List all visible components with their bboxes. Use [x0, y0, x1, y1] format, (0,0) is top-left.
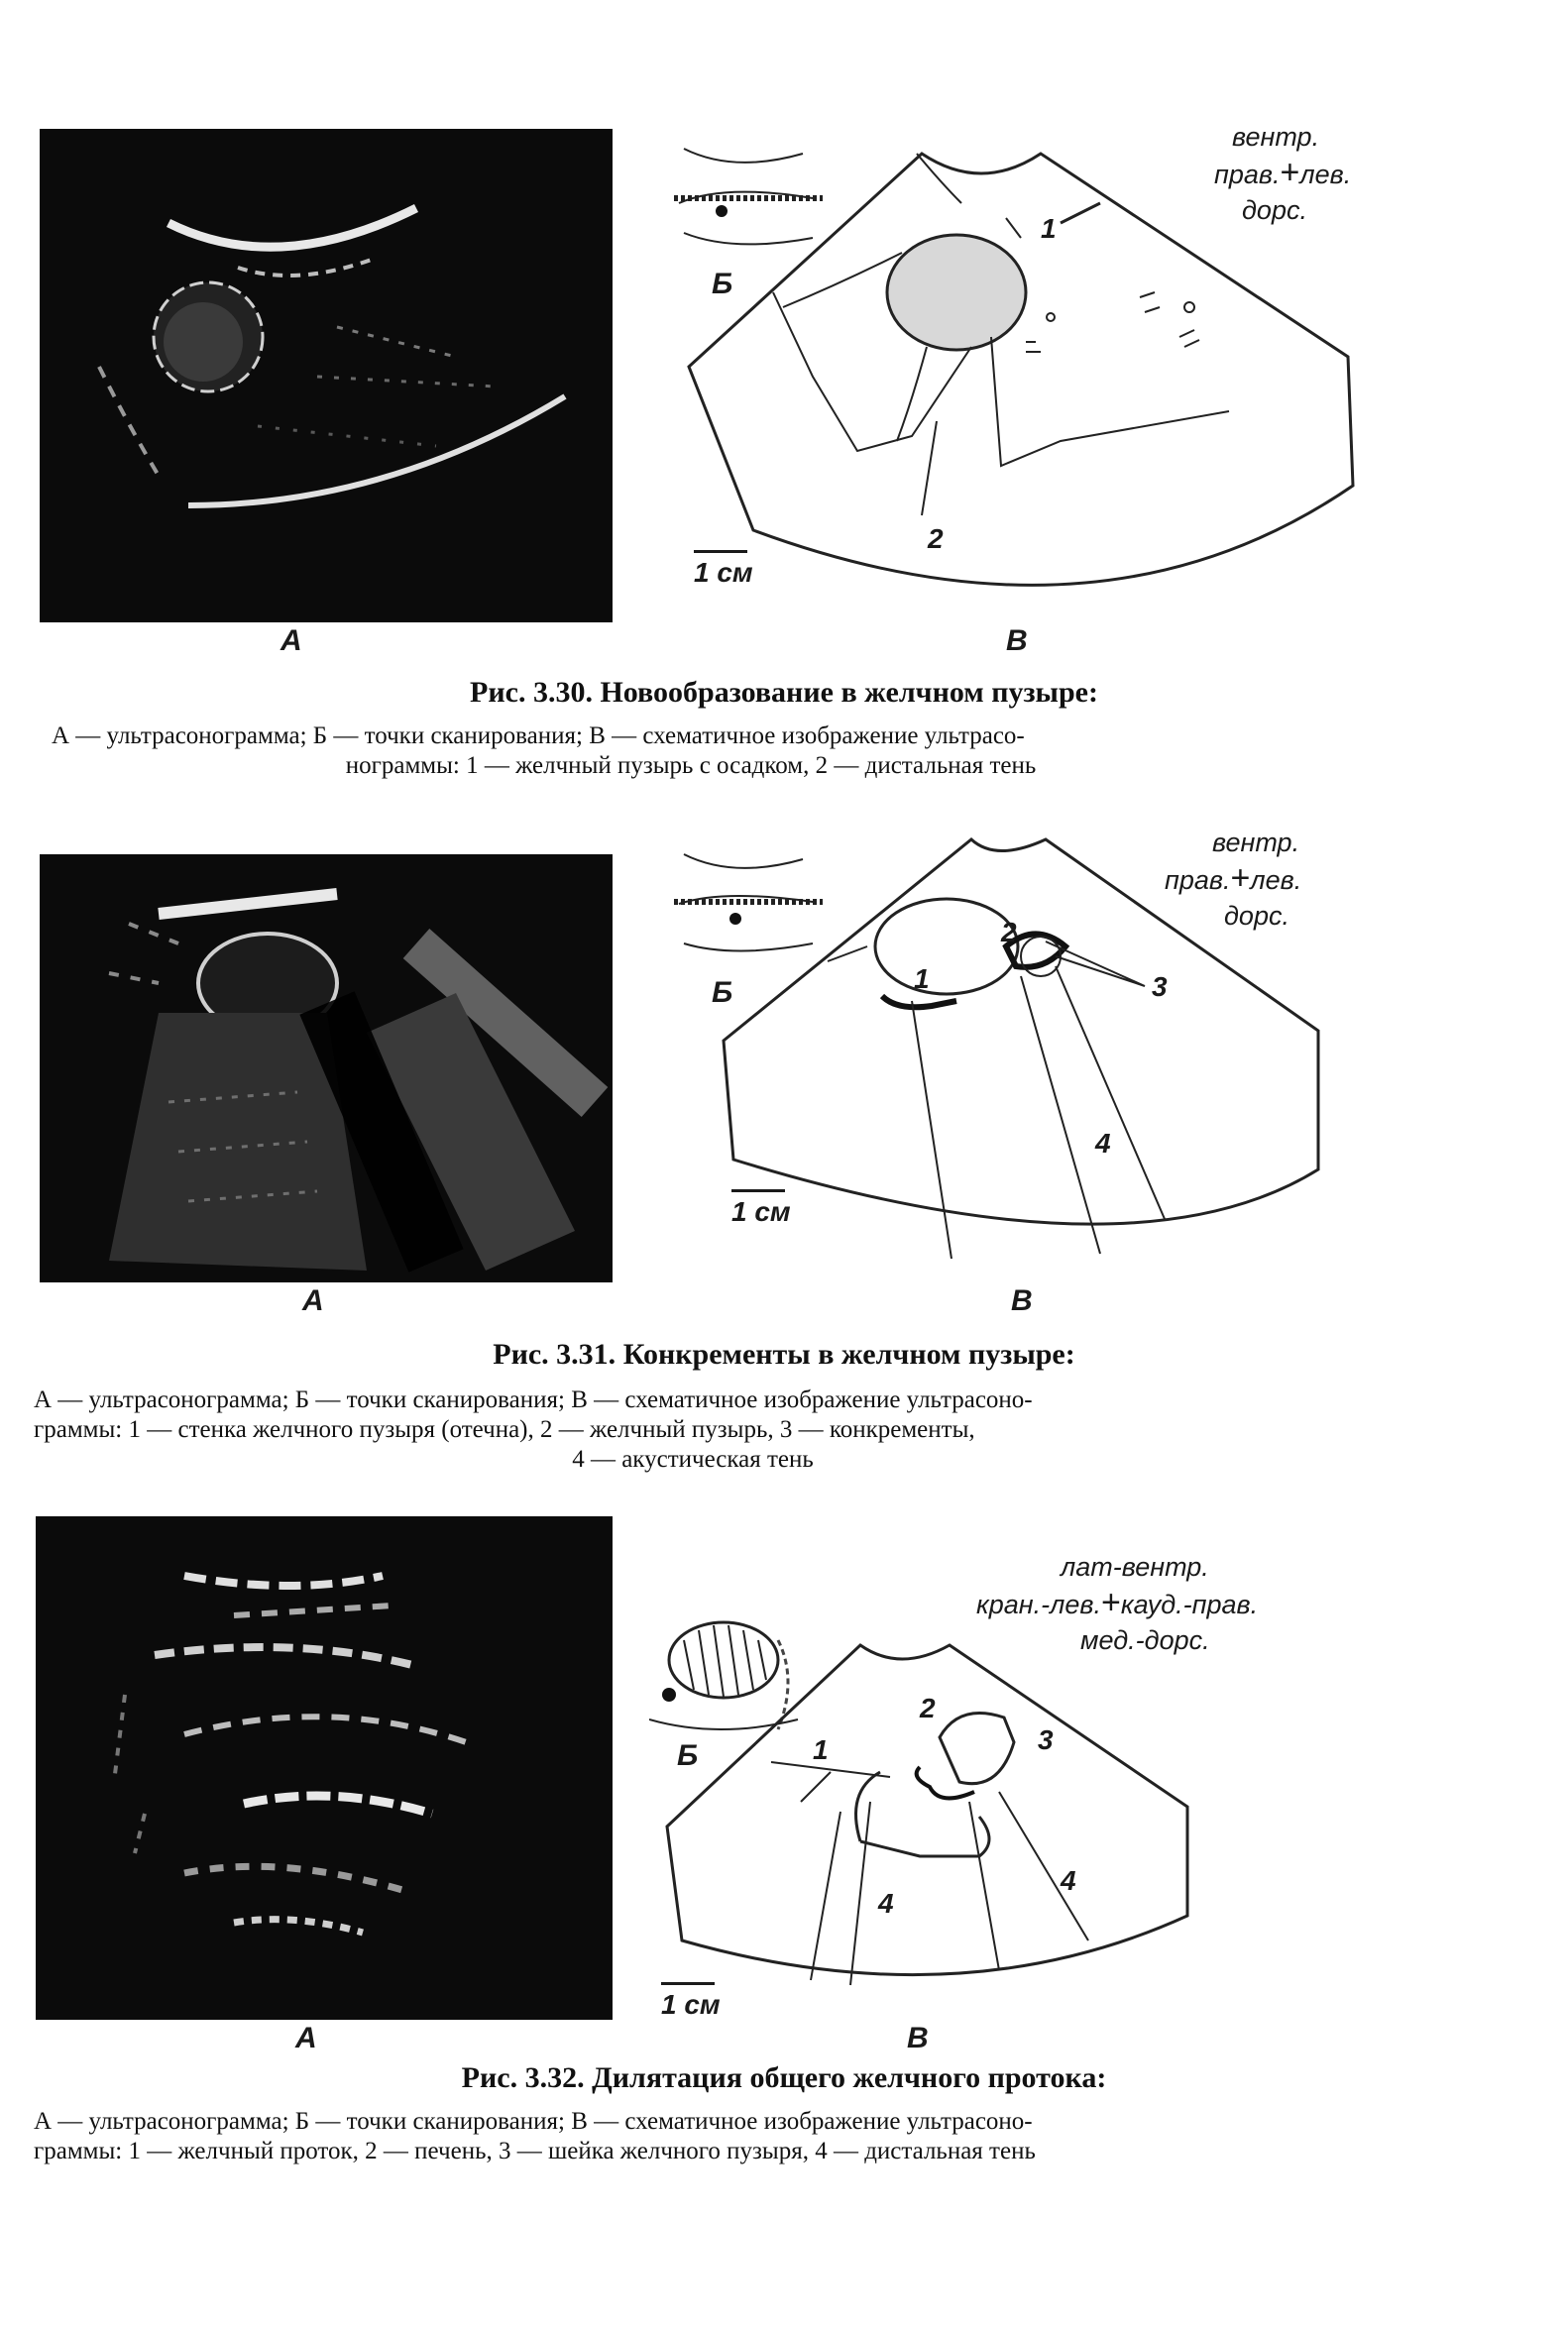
- scale-bar: [661, 1982, 721, 2021]
- panel-label-v: В: [907, 2022, 929, 2054]
- scale-bar: [694, 550, 753, 589]
- scale-label: 1 см: [694, 557, 753, 588]
- schematic-number: 4: [878, 1888, 894, 1919]
- panel-label-v: В: [1006, 624, 1028, 657]
- orient-caud-right: кауд.-прав.: [1120, 1590, 1259, 1619]
- schematic-number: 1: [1041, 213, 1057, 244]
- panel-label-a: А: [302, 1284, 324, 1317]
- orient-cran-left: кран.-лев.: [976, 1590, 1101, 1619]
- orient-cross: +: [1280, 154, 1300, 191]
- orient-ventral: вентр.: [1232, 122, 1320, 152]
- panel-label-a: А: [295, 2022, 317, 2054]
- orient-left: лев.: [1299, 160, 1352, 189]
- figure-title: Рис. 3.31. Конкременты в желчном пузыре:: [493, 1338, 1075, 1371]
- schematic-number: 4: [1061, 1865, 1076, 1896]
- scale-label: 1 см: [731, 1196, 791, 1227]
- figure-title: Рис. 3.30. Новообразование в желчном пузыре:: [470, 676, 1098, 709]
- orient-cross: +: [1100, 1584, 1121, 1621]
- panel-label-v: В: [1011, 1284, 1033, 1317]
- ultrasonogram-fig330: [40, 129, 613, 622]
- orient-ventral: вентр.: [1212, 828, 1300, 857]
- ultrasonogram-fig332: [36, 1516, 613, 2020]
- orient-right: прав.: [1214, 160, 1281, 189]
- orient-lat-ventral: лат-вентр.: [1061, 1552, 1209, 1582]
- panel-label-b: Б: [677, 1739, 699, 1772]
- orientation-marker: [1165, 825, 1363, 934]
- panel-label-a: А: [280, 624, 302, 657]
- scale-label: 1 см: [661, 1989, 721, 2020]
- orient-left: лев.: [1250, 865, 1302, 895]
- figure-caption: А — ультрасонограмма; Б — точки сканирования; В — схематичное изображение ультрасоно- граммы: 1 — желчный проток, 2 — печень, 3 — шейка желчного пузыря, 4 — дистальная тень: [34, 2108, 1036, 2164]
- orient-dorsal: дорс.: [1224, 901, 1289, 931]
- schematic-number: 2: [928, 523, 944, 554]
- schematic-number: 2: [920, 1693, 936, 1723]
- schematic-number: 2: [1001, 917, 1017, 947]
- figure-title: Рис. 3.32. Дилятация общего желчного протока:: [461, 2061, 1107, 2094]
- schematic-number: 4: [1095, 1128, 1111, 1159]
- orient-cross: +: [1230, 859, 1251, 897]
- panel-label-b: Б: [712, 268, 733, 300]
- scale-bar: [731, 1189, 791, 1228]
- orient-dorsal: дорс.: [1242, 195, 1307, 225]
- schematic-number: 1: [813, 1734, 829, 1765]
- orientation-marker: [976, 1549, 1333, 1658]
- schematic-number: 1: [914, 963, 930, 994]
- orient-right: прав.: [1165, 865, 1231, 895]
- ultrasonogram-fig331: [40, 854, 613, 1282]
- orient-med-dorsal: мед.-дорс.: [1080, 1625, 1210, 1655]
- orientation-marker: [1214, 119, 1383, 228]
- schematic-number: 3: [1038, 1724, 1054, 1755]
- figure-caption: А — ультрасонограмма; Б — точки сканирования; В — схематичное изображение ультрасо- нограммы: 1 — желчный пузырь с осадком, 2 — дистальная тень: [52, 722, 1037, 779]
- panel-label-b: Б: [712, 976, 733, 1009]
- schematic-number: 3: [1152, 971, 1168, 1002]
- figure-caption: А — ультрасонограмма; Б — точки сканирования; В — схематичное изображение ультрасоно- граммы: 1 — стенка желчного пузыря (отечна), 2 — желчный пузырь, 3 — конкременты, 4 — акустическая тень: [34, 1386, 1033, 1473]
